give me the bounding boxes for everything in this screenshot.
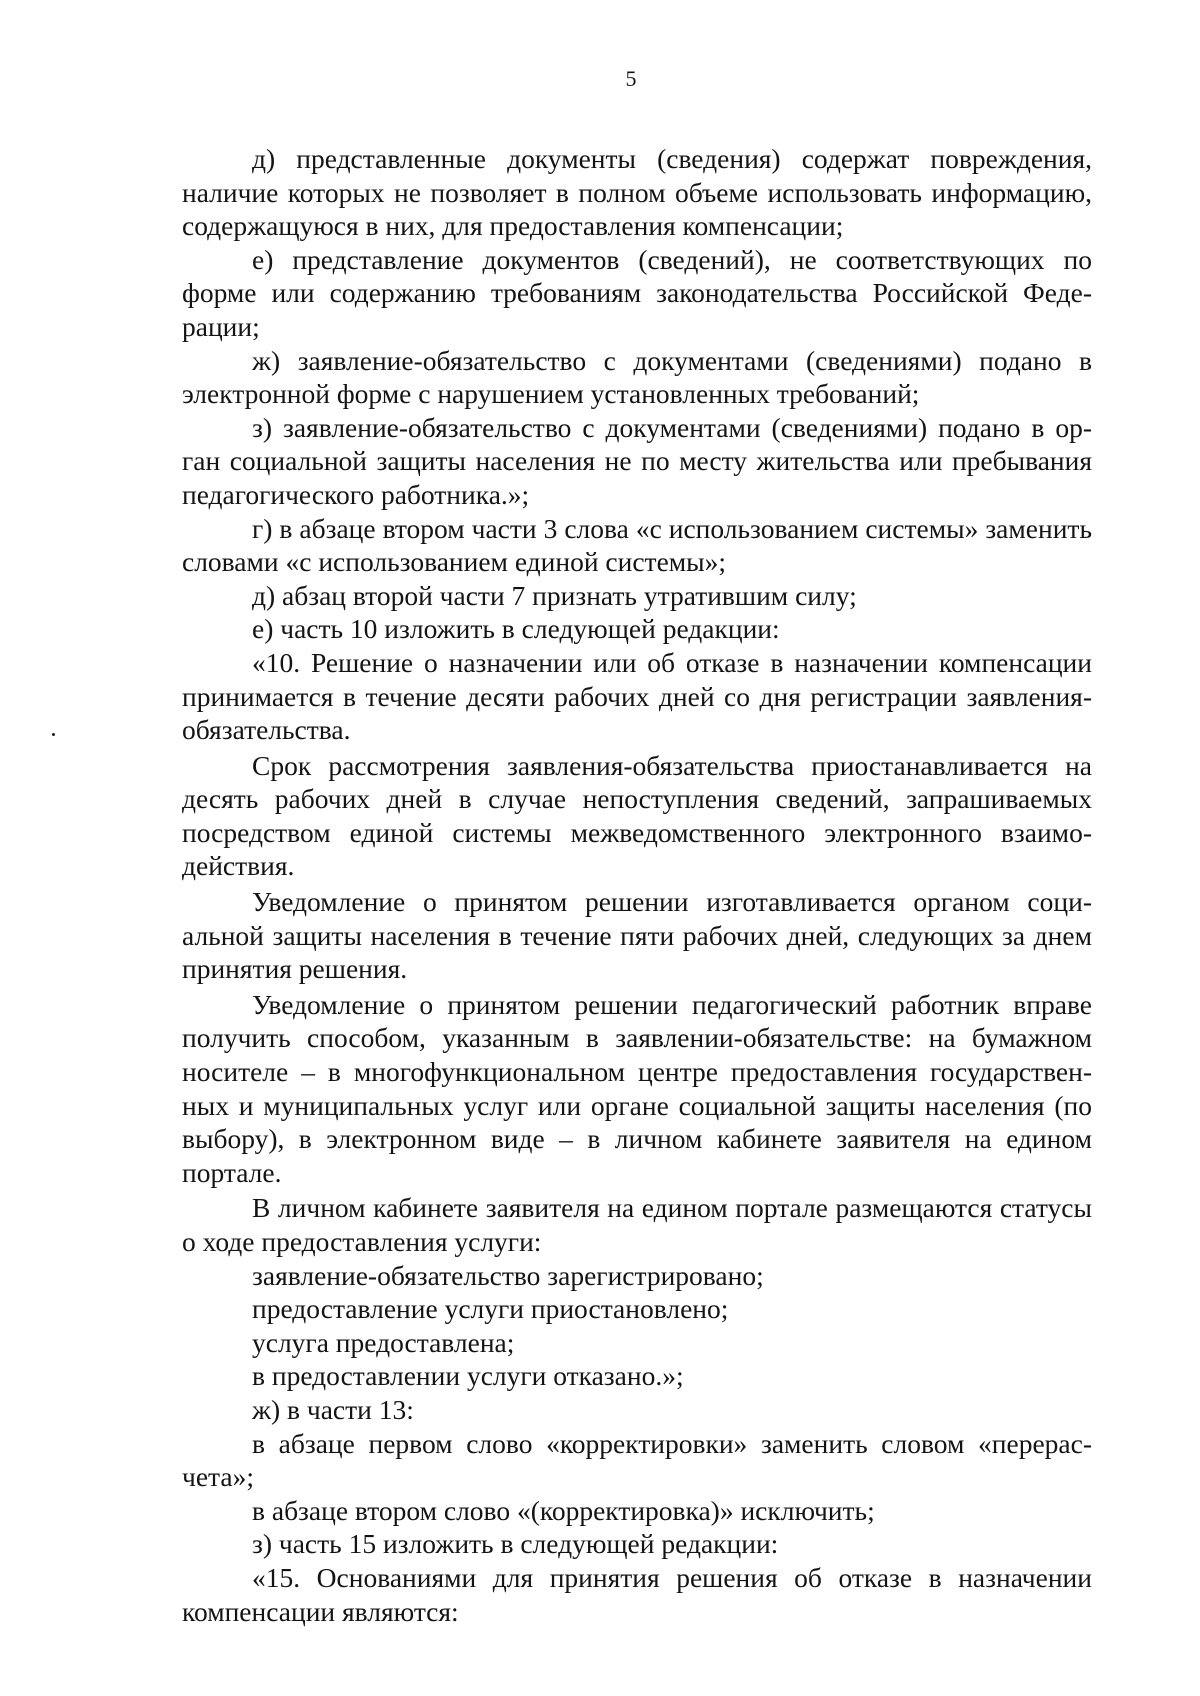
paragraph-part-13-second: в абзаце втором слово «(корректировка)» исключить;: [252, 1494, 875, 1526]
page-number: 5: [625, 66, 637, 91]
paragraph-review-period: Срок рассмотрения заявления-обязательства приостанавливается на десять рабочих дней в случае непоступления сведений, запрашиваемых посредством единой системы межведомственного электронного взаимодействия.: [182, 749, 1092, 882]
paragraph-item-z: з) заявление-обязательство с документами (сведениями) подано в орган социальной защиты населения не по месту жительства или пребывания педагогического работника.»;: [182, 411, 1092, 510]
paragraph-item-e: е) представление документов (сведений), не соответствующих по форме или содержанию требованиям законодательства Российской Федерации;: [182, 243, 1092, 342]
scan-speck: [52, 733, 55, 736]
paragraph-amend-e: е) часть 10 изложить в следующей редакции:: [252, 613, 780, 645]
paragraph-statuses-intro: В личном кабинете заявителя на едином портале размещаются статусы о ходе предоставления услуги:: [182, 1192, 1092, 1257]
paragraph-notice-delivery: Уведомление о принятом решении педагогический работник вправе получить способом, указанным в заявлении-обязательстве: на бумажном носителе – в многофункциональном центре предоставления государственных и муниципальных услуг или органе социальной защиты населения (по выбору), в электронном виде – в личном кабинете заявителя на едином портале.: [182, 988, 1092, 1188]
paragraph-part-13-first: в абзаце первом слово «корректировки» заменить словом «перерасчета»;: [182, 1427, 1092, 1493]
paragraph-amend-zh: ж) в части 13:: [252, 1393, 414, 1425]
paragraph-notice-prepared: Уведомление о принятом решении изготавливается органом социальной защиты населения в течение пяти рабочих дней, следующих за днем принятия решения.: [182, 886, 1092, 985]
paragraph-part-15: «15. Основаниями для принятия решения об отказе в назначении компенсации являются:: [182, 1561, 1092, 1627]
paragraph-amend-d: д) абзац второй части 7 признать утратившим силу;: [252, 579, 857, 611]
status-item-suspended: предоставление услуги приостановлено;: [252, 1293, 729, 1325]
paragraph-amend-z: з) часть 15 изложить в следующей редакции:: [252, 1528, 779, 1560]
paragraph-item-d: д) представленные документы (сведения) содержат повреждения, наличие которых не позволяет в полном объеме использовать информацию, содержащуюся в них, для предоставления компенсации;: [182, 143, 1092, 242]
status-item-registered: заявление-обязательство зарегистрировано;: [252, 1259, 764, 1291]
status-item-provided: услуга предоставлена;: [252, 1326, 515, 1358]
paragraph-item-zh: ж) заявление-обязательство с документами (сведениями) подано в электронной форме с нарушением установленных требований;: [182, 344, 1092, 410]
paragraph-amend-g: г) в абзаце втором части 3 слова «с использованием системы» заменить словами «с использованием единой системы»;: [182, 512, 1092, 578]
paragraph-part-10: «10. Решение о назначении или об отказе в назначении компенсации принимается в течение десяти рабочих дней со дня регистрации заявления-обязательства.: [182, 646, 1092, 746]
status-item-refused: в предоставлении услуги отказано.»;: [252, 1360, 684, 1392]
document-body: [182, 142, 1092, 1628]
